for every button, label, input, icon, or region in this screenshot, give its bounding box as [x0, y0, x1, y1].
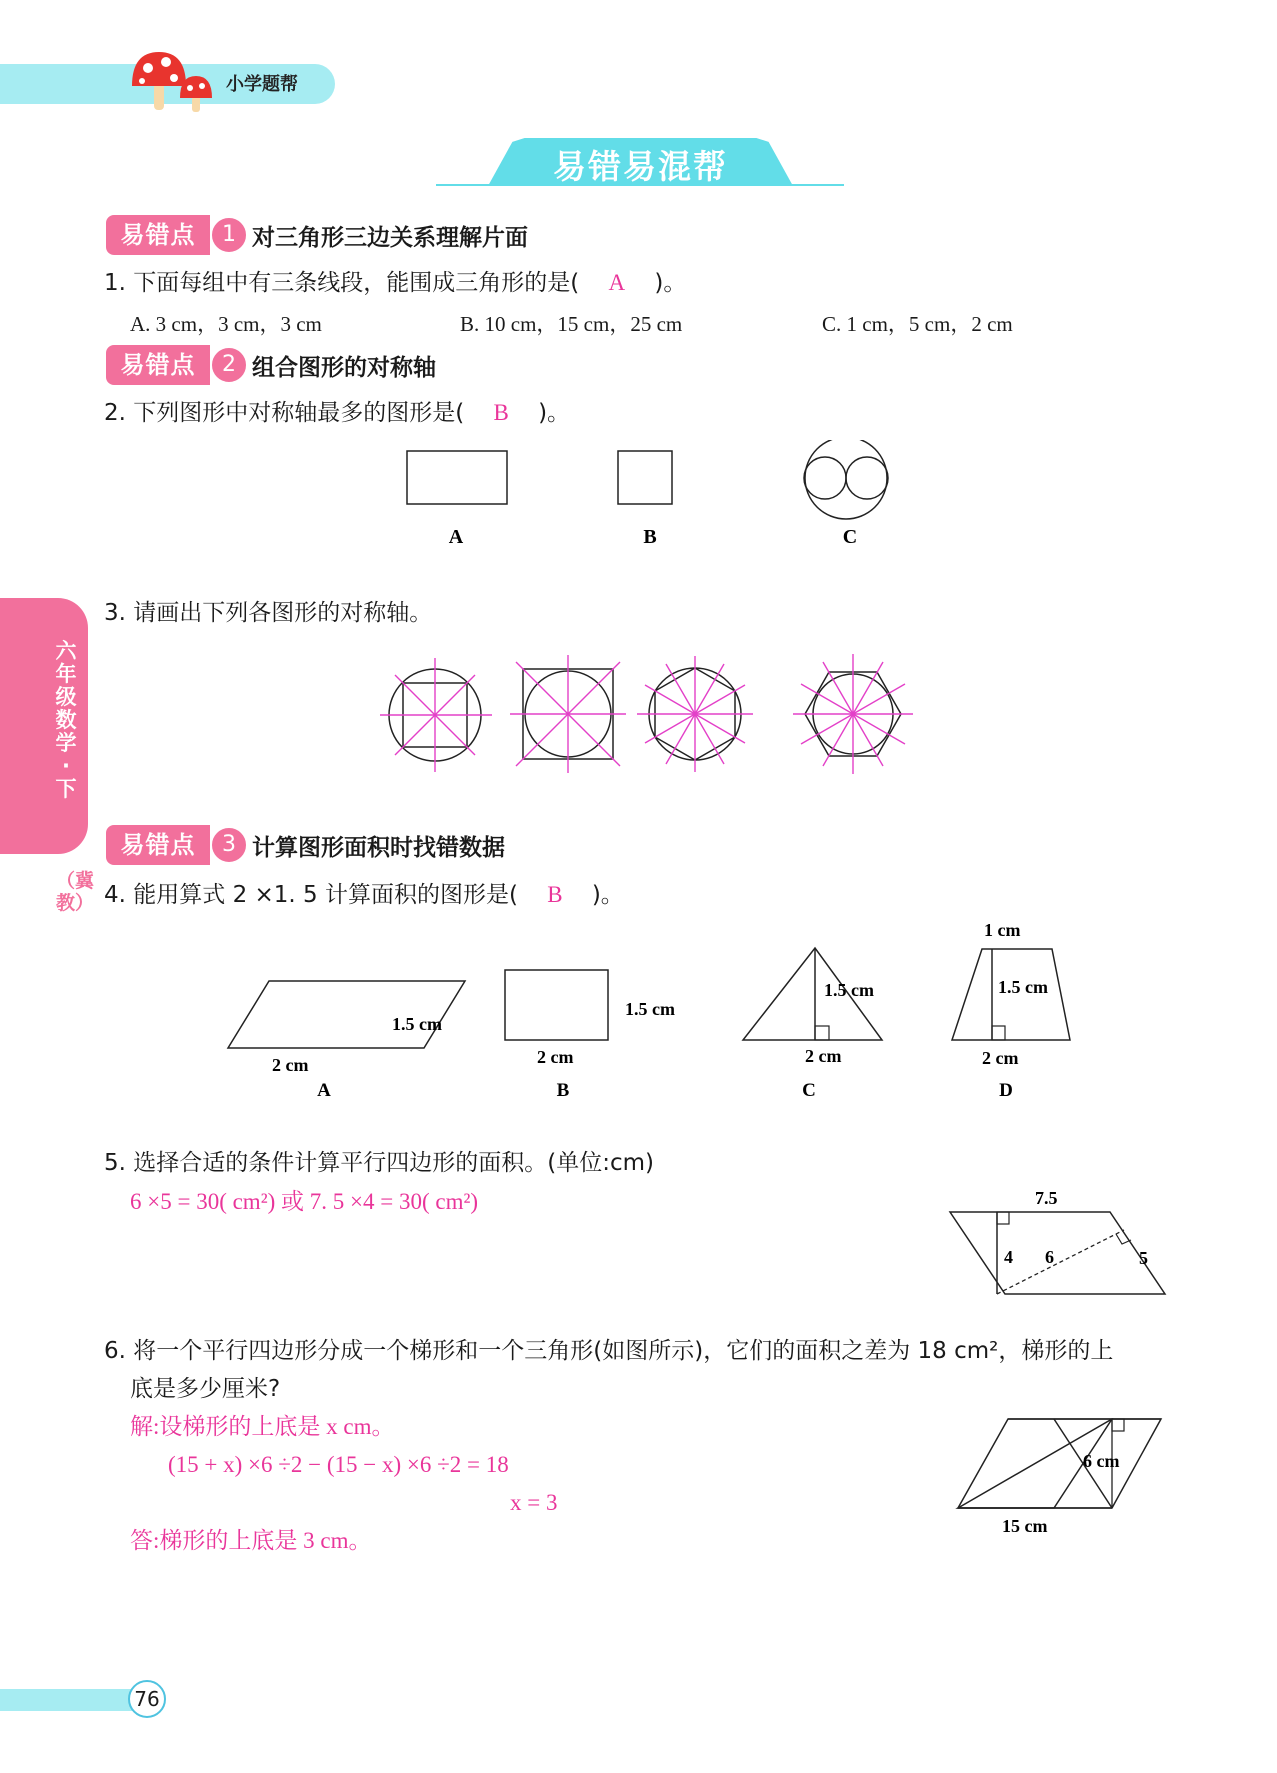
error-point-tag-3: [106, 825, 666, 865]
svg-text:D: D: [999, 1080, 1013, 1100]
answer-5: 6 ×5 = 30( cm²) 或 7. 5 ×4 = 30( cm²): [130, 1189, 479, 1214]
error-point-tag-2: [106, 345, 666, 385]
square-circle-figure: [510, 655, 626, 773]
svg-text:6: 6: [1045, 1247, 1054, 1267]
question-2: 2. 下列图形中对称轴最多的图形是( B )。: [104, 400, 571, 426]
svg-text:1 cm: 1 cm: [984, 920, 1021, 940]
question-5: 5. 选择合适的条件计算平行四边形的面积。(单位:cm): [104, 1150, 655, 1176]
option-b: B. 10 cm，15 cm，25 cm: [460, 312, 683, 336]
circles-shape: [804, 440, 888, 519]
question-4: 4. 能用算式 2 ×1. 5 计算面积的图形是( B )。: [104, 882, 624, 908]
figure-label-c: C: [842, 526, 858, 548]
banner-title: 易错易混帮: [553, 147, 728, 186]
svg-text:1.5 cm: 1.5 cm: [824, 980, 874, 1000]
q6-figure: [950, 1410, 1180, 1535]
tag-title: 组合图形的对称轴: [252, 355, 436, 381]
q3-figures: [380, 650, 920, 780]
question-3: 3. 请画出下列各图形的对称轴。: [104, 600, 433, 626]
svg-text:2 cm: 2 cm: [805, 1046, 842, 1066]
circle-hexagon-figure: [637, 656, 753, 772]
option-a: A. 3 cm，3 cm，3 cm: [130, 312, 322, 336]
figure-label-b: B: [643, 526, 657, 548]
solution-6-answer: 答:梯形的上底是 3 cm。: [130, 1528, 372, 1553]
figure-label-a: A: [448, 526, 464, 548]
q2-figures: [390, 440, 910, 555]
square-shape: [618, 451, 672, 504]
answer-1: A: [608, 270, 626, 295]
svg-text:15 cm: 15 cm: [1002, 1516, 1048, 1535]
svg-text:1.5 cm: 1.5 cm: [392, 1014, 442, 1034]
tag-label: 易错点: [106, 825, 210, 865]
svg-text:2 cm: 2 cm: [537, 1047, 574, 1067]
q5-figure: [940, 1180, 1175, 1300]
svg-text:B: B: [556, 1080, 570, 1100]
rectangle-shape: [407, 451, 507, 504]
page-number: 76: [128, 1680, 166, 1718]
circle-square-figure: [380, 658, 492, 772]
solution-6-equation: (15 + x) ×6 ÷2 − (15 − x) ×6 ÷2 = 18: [168, 1452, 509, 1477]
q4-figures: [200, 915, 1100, 1100]
svg-text:2 cm: 2 cm: [982, 1048, 1019, 1068]
tag-number: 3: [210, 826, 248, 864]
svg-text:C: C: [802, 1080, 816, 1100]
svg-text:7.5: 7.5: [1035, 1188, 1058, 1208]
tag-number: 1: [210, 216, 248, 254]
error-point-tag-1: [106, 215, 666, 255]
hexagon-circle-figure: [793, 654, 913, 774]
svg-text:4: 4: [1004, 1247, 1013, 1267]
side-tab-subtext: （冀教）: [56, 870, 95, 914]
side-tab-text: 六年级数学·下: [55, 639, 77, 801]
answer-4: B: [547, 882, 563, 907]
solution-6-line1: 解:设梯形的上底是 x cm。: [130, 1414, 395, 1439]
tag-label: 易错点: [106, 215, 210, 255]
question-1: 1. 下面每组中有三条线段，能围成三角形的是( A )。: [104, 270, 687, 296]
option-c: C. 1 cm，5 cm，2 cm: [822, 312, 1013, 336]
parallelogram: [950, 1212, 1165, 1294]
tag-label: 易错点: [106, 345, 210, 385]
question-6-line2: 底是多少厘米?: [130, 1376, 281, 1402]
svg-text:6 cm: 6 cm: [1083, 1451, 1120, 1471]
mushroom-icon: [128, 46, 224, 114]
svg-text:1.5 cm: 1.5 cm: [625, 999, 675, 1019]
svg-text:5: 5: [1139, 1248, 1148, 1268]
solution-6-result: x = 3: [510, 1490, 558, 1515]
svg-text:1.5 cm: 1.5 cm: [998, 977, 1048, 997]
answer-2: B: [493, 400, 509, 425]
question-6-line1: 6. 将一个平行四边形分成一个梯形和一个三角形(如图所示)，它们的面积之差为 18 cm²，梯形的上: [104, 1338, 1114, 1364]
svg-text:2 cm: 2 cm: [272, 1055, 309, 1075]
tag-title: 对三角形三边关系理解片面: [252, 225, 528, 251]
tag-title: 计算图形面积时找错数据: [252, 835, 505, 861]
svg-text:A: A: [317, 1080, 331, 1100]
brand-name: 小学题帮: [226, 74, 298, 95]
rectangle-b: [505, 970, 608, 1040]
tag-number: 2: [210, 346, 248, 384]
